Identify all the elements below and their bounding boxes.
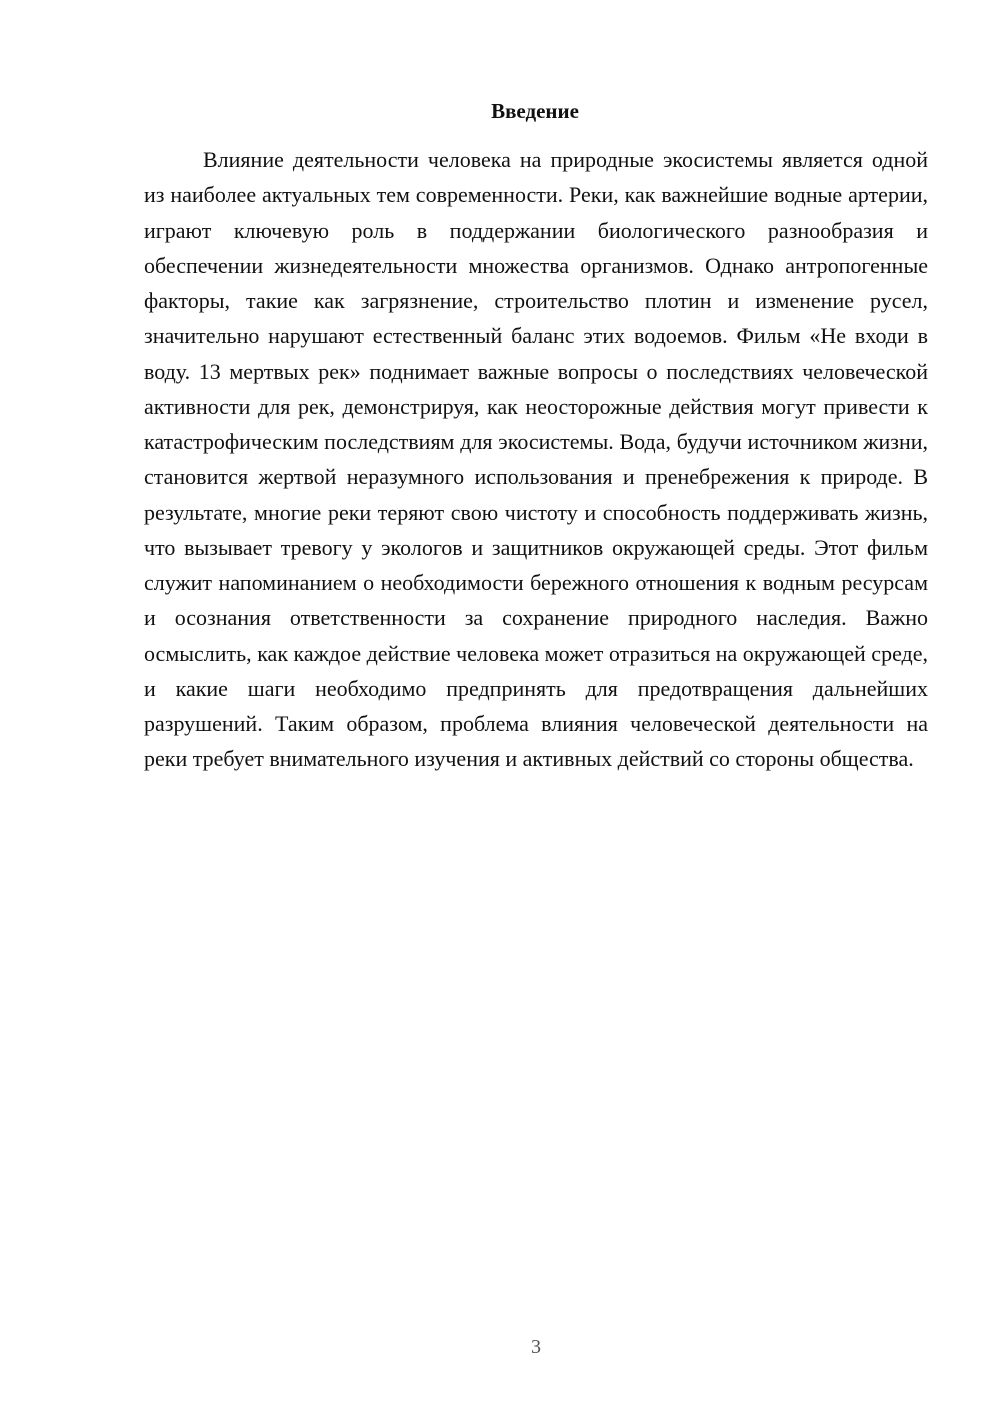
body-paragraph: Влияние деятельности человека на природные экосистемы является одной из наиболее актуальных тем современности. Реки, как важнейшие водные артерии, играют ключевую роль в поддержании биологического разнообразия и обеспечении жизнедеятельности множества организмов. Однако антропогенные факторы, такие как загрязнение, строительство плотин и изменение русел, значительно нарушают естественный баланс этих водоемов. Фильм «Не входи в воду. 13 мертвых рек» поднимает важные вопросы о последствиях человеческой активности для рек, демонстрируя, как неосторожные действия могут привести к катастрофическим последствиям для экосистемы. Вода, будучи источником жизни, становится жертвой неразумного использования и пренебрежения к природе. В результате, многие реки теряют свою чистоту и способность поддерживать жизнь, что вызывает тревогу у экологов и защитников окружающей среды. Этот фильм служит напоминанием о необходимости бережного отношения к водным ресурсам и осознания ответственности за сохранение природного наследия. Важно осмыслить, как каждое действие человека может отразиться на окружающей среде, и какие шаги необходимо предпринять для предотвращения дальнейших разрушений. Таким образом, проблема влияния человеческой деятельности на реки требует внимательного изучения и активных действий со стороны общества. <box>144 147 928 772</box>
page-number: 3 <box>531 1336 541 1358</box>
section-heading: Введение <box>491 99 579 123</box>
